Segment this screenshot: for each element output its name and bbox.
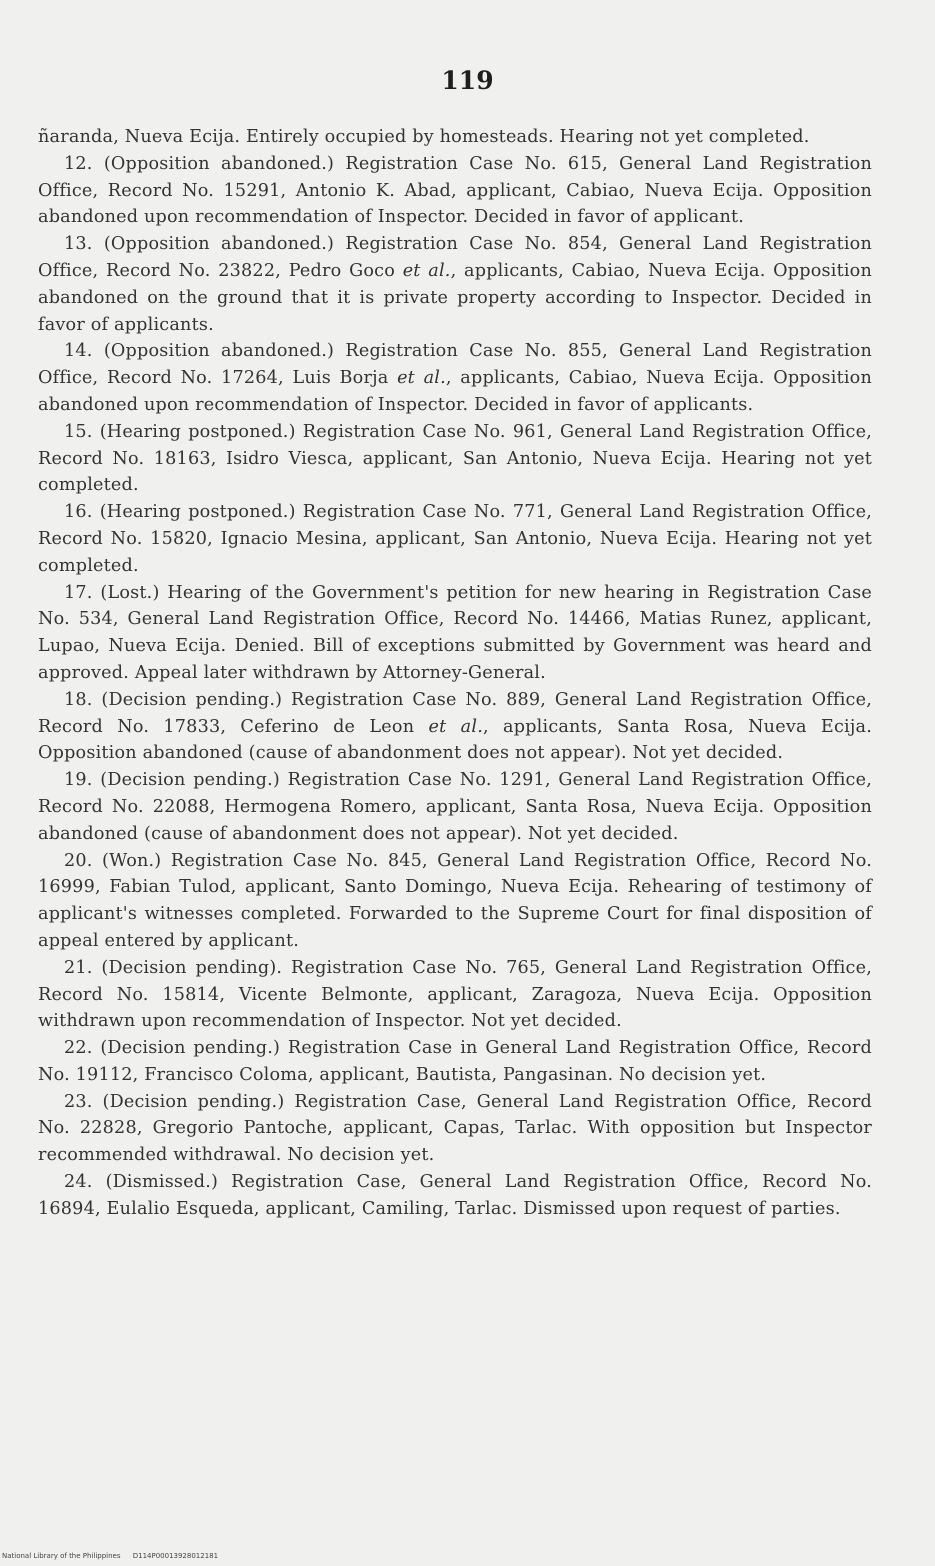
paragraph-item-18	[38, 687, 872, 767]
paragraph-text: , applicants, Cabiao, Nueva Ecija. Opposition abandoned upon recommendation of Inspector. Decided in favor of applicants.	[38, 368, 873, 415]
italic-text: et al.	[428, 716, 483, 737]
paragraph-item-22: 22. (Decision pending.) Registration Case in General Land Registration Office, Record No. 19112, Francisco Coloma, applicant, Bautista, Pangasinan. No decision yet.	[38, 1038, 872, 1085]
footer-library: National Library of the Philippines	[2, 1552, 121, 1560]
paragraph-text: , applicants, Santa Rosa, Nueva Ecija. Opposition abandoned (cause of abandonment does not appear). Not yet decided.	[38, 716, 872, 764]
paragraph-item-24: 24. (Dismissed.) Registration Case, General Land Registration Office, Record No. 16894, Eulalio Esqueda, applicant, Camiling, Tarlac. Dismissed upon request of parties.	[38, 1172, 872, 1219]
paragraph-text: , applicants, Cabiao, Nueva Ecija. Opposition abandoned on the ground that it is private property according to Inspector. Decided in favor of applicants.	[38, 260, 872, 335]
paragraph-item-15: 15. (Hearing postponed.) Registration Case No. 961, General Land Registration Office, Record No. 18163, Isidro Viesca, applicant, San Antonio, Nueva Ecija. Hearing not yet completed.	[38, 421, 872, 496]
page-number: 119	[441, 66, 494, 95]
paragraph-item-20: 20. (Won.) Registration Case No. 845, General Land Registration Office, Record No. 16999, Fabian Tulod, applicant, Santo Domingo, Nueva Ecija. Rehearing of testimony of applicant's witnesses completed. Forwarded to the Supreme Court for final disposition of appeal entered by applicant.	[38, 850, 872, 951]
paragraph-item-16: 16. (Hearing postponed.) Registration Case No. 771, General Land Registration Office, Record No. 15820, Ignacio Mesina, applicant, San Antonio, Nueva Ecija. Hearing not yet completed.	[38, 502, 872, 576]
footer-code: D114P00013928012181	[132, 1552, 219, 1560]
paragraph-continuation: ñaranda, Nueva Ecija. Entirely occupied by homesteads. Hearing not yet completed.	[38, 127, 810, 147]
paragraph-text: 18. (Decision pending.) Registration Case No. 889, General Land Registration Office, Record No. 17833, Ceferino de Leon	[38, 689, 872, 737]
paragraph-item-23: 23. (Decision pending.) Registration Case, General Land Registration Office, Record No. 22828, Gregorio Pantoche, applicant, Capas, Tarlac. With opposition but Inspector recommended withdrawal. No decision yet.	[38, 1091, 872, 1166]
body-text	[38, 124, 872, 1223]
paragraph-item-13	[38, 231, 872, 338]
paragraph-text: 14. (Opposition abandoned.) Registration Case No. 855, General Land Registration Office, Record No. 17264, Luis Borja	[38, 341, 872, 389]
italic-text: et al.	[397, 368, 446, 389]
paragraph-item-14	[38, 338, 872, 418]
paragraph-item-21: 21. (Decision pending). Registration Case No. 765, General Land Registration Office, Record No. 15814, Vicente Belmonte, applicant, Zaragoza, Nueva Ecija. Opposition withdrawn upon recommendation of Inspector. Not yet decided.	[38, 957, 872, 1032]
paragraph-item-12: 12. (Opposition abandoned.) Registration Case No. 615, General Land Registration Office, Record No. 15291, Antonio K. Abad, applicant, Cabiao, Nueva Ecija. Opposition abandoned upon recommendation of Inspector. Decided in favor of applicant.	[38, 153, 872, 228]
paragraph-item-19: 19. (Decision pending.) Registration Case No. 1291, General Land Registration Office, Record No. 22088, Hermogena Romero, applicant, Santa Rosa, Nueva Ecija. Opposition abandoned (cause of abandonment does not appear). Not yet decided.	[38, 770, 872, 844]
scan-footer	[2, 1552, 228, 1560]
paragraph-text: 13. (Opposition abandoned.) Registration Case No. 854, General Land Registration Office, Record No. 23822, Pedro Goco	[38, 234, 872, 281]
italic-text: et al.	[402, 260, 451, 281]
paragraph-item-17: 17. (Lost.) Hearing of the Government's petition for new hearing in Registration Case No. 534, General Land Registration Office, Record No. 14466, Matias Runez, applicant, Lupao, Nueva Ecija. Denied. Bill of exceptions submitted by Government was heard and approved. Appeal later withdrawn by Attorney-General.	[38, 582, 872, 683]
